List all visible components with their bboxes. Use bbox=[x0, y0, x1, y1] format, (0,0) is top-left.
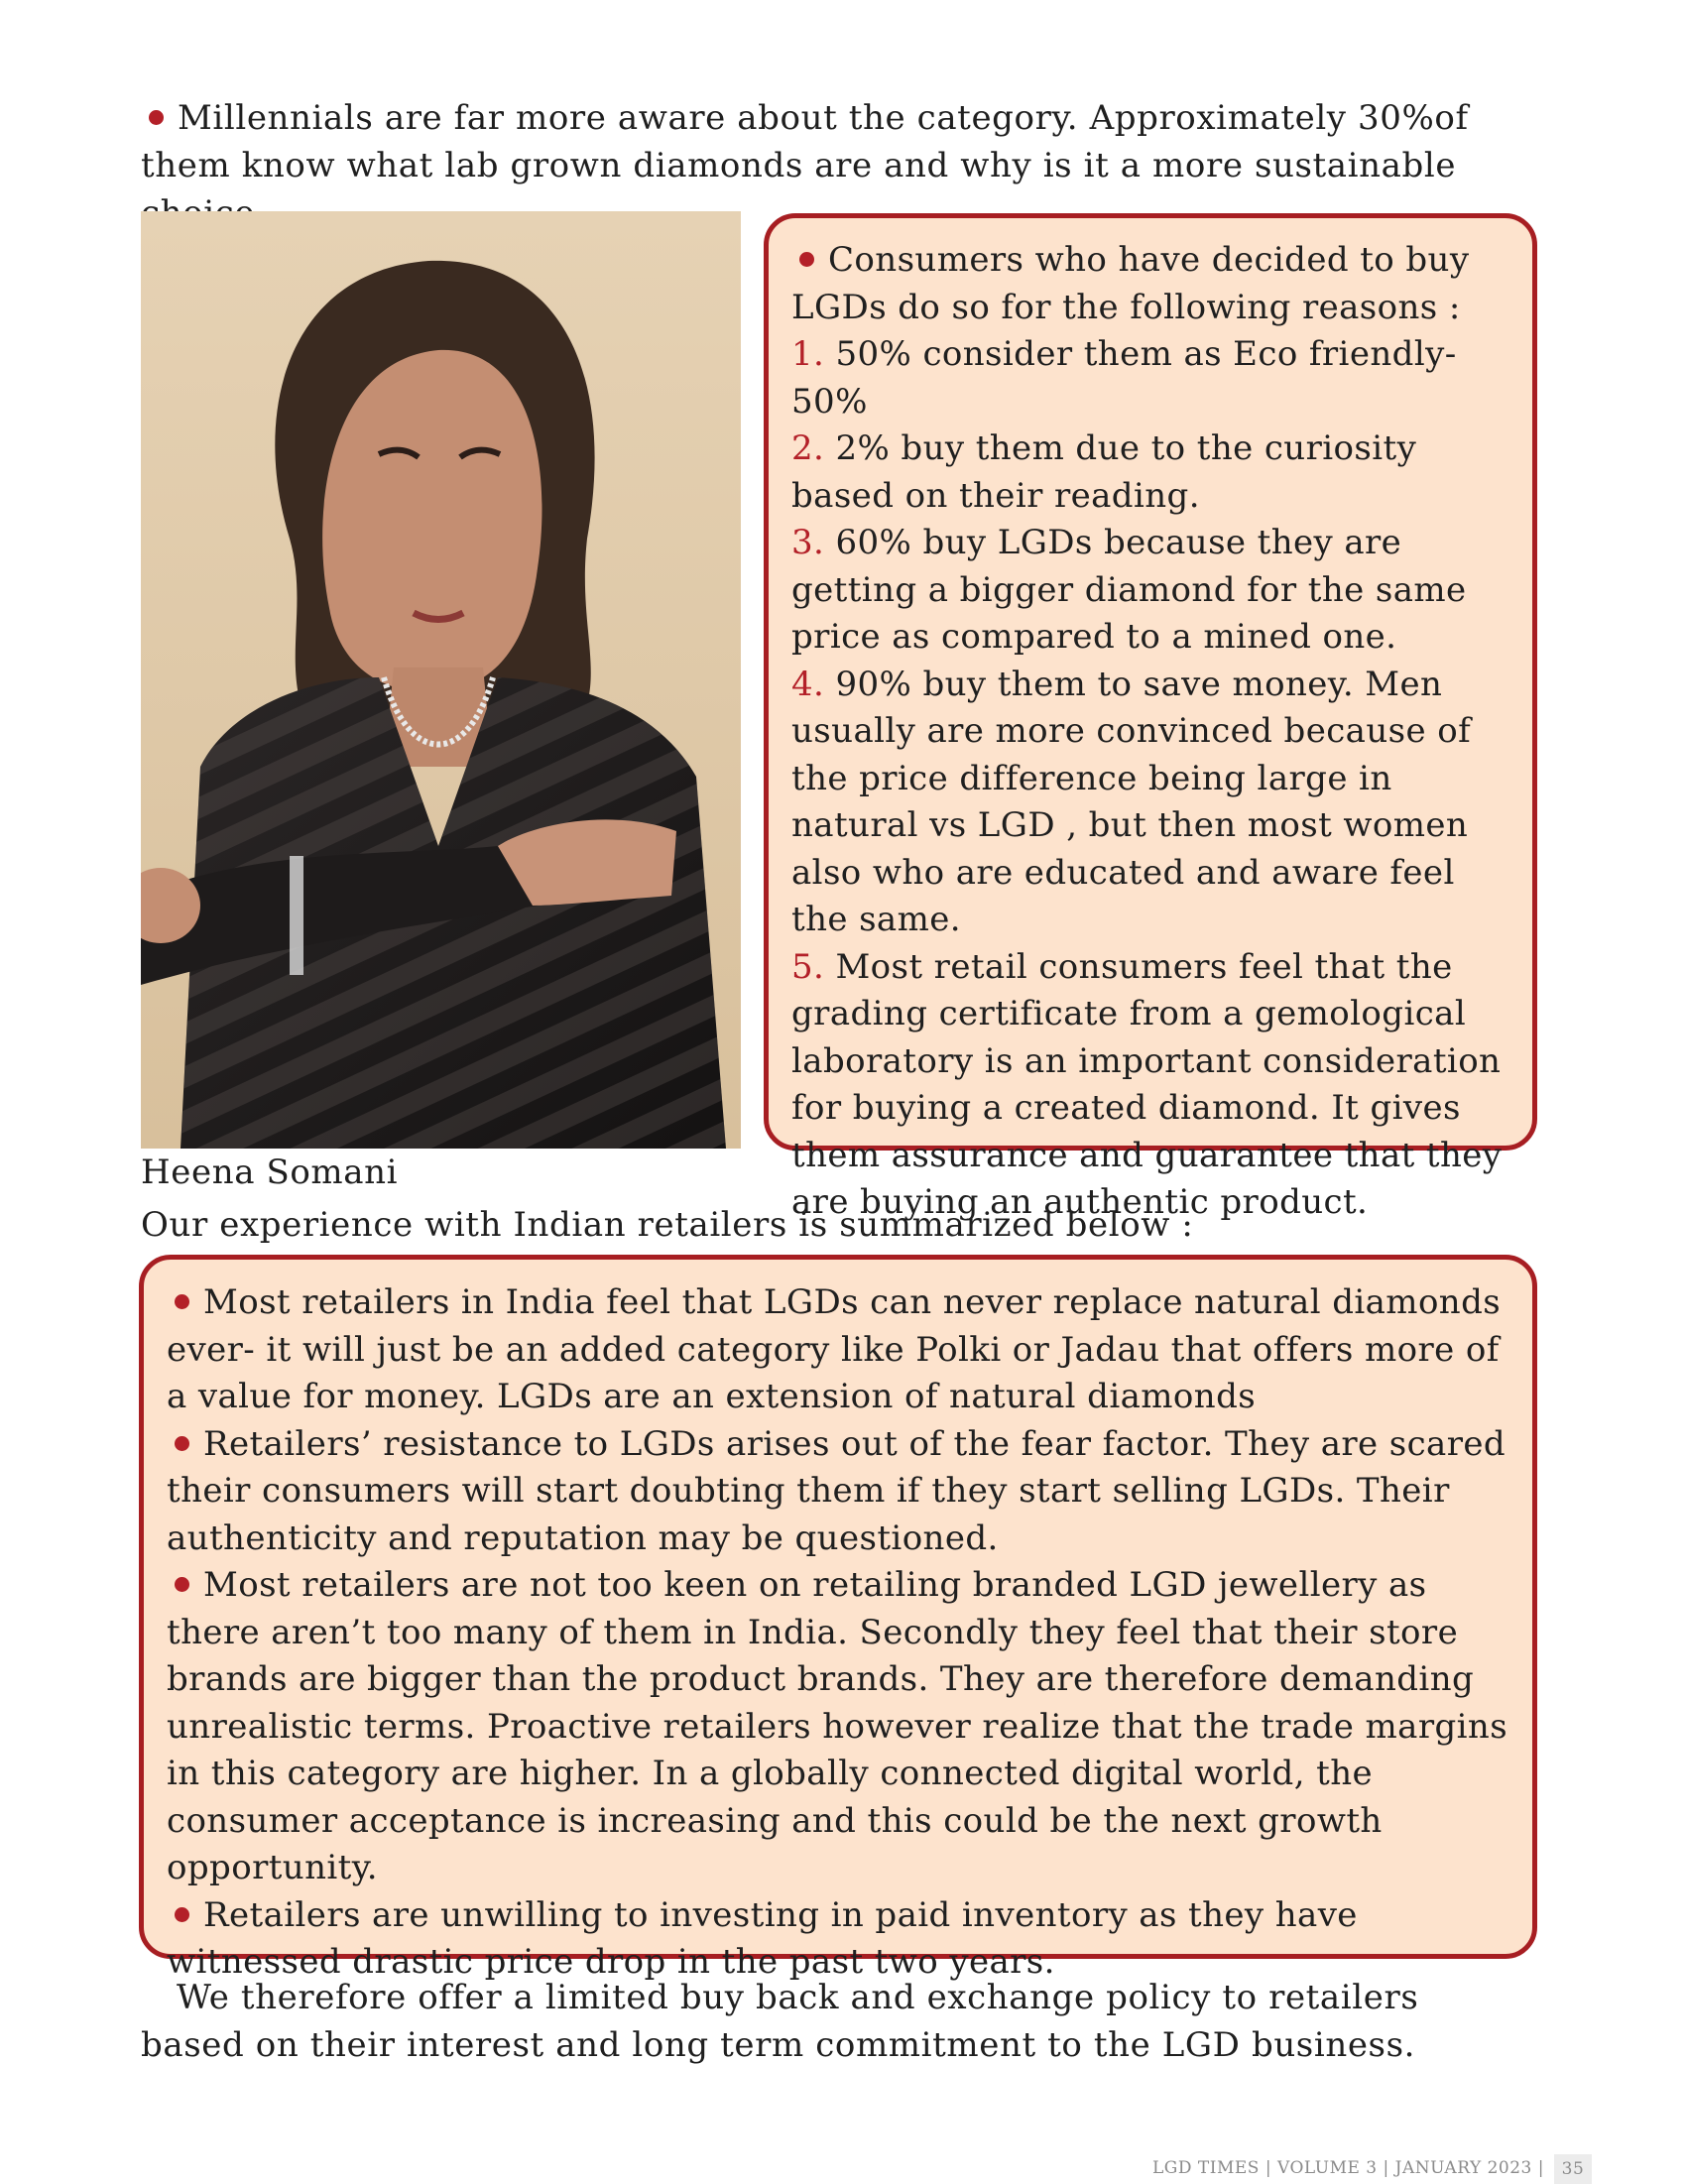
retailer-item bbox=[167, 1892, 1516, 1987]
closing-paragraph: We therefore offer a limited buy back and exchange policy to retailers based on their interest and long term commitment to the LGD business. bbox=[141, 1978, 1419, 2065]
reason-text: 60% buy LGDs because they are getting a bigger diamond for the same price as compared to a mined one. bbox=[791, 523, 1467, 657]
bullet-icon bbox=[799, 252, 814, 267]
consumer-lead-text: Consumers who have decided to buy LGDs do so for the following reasons : bbox=[791, 240, 1470, 327]
reason-number: 5. bbox=[791, 946, 825, 987]
consumer-lead-paragraph bbox=[791, 237, 1520, 331]
reason-text: Most retail consumers feel that the grading certificate from a gemological laboratory is an important consideration for buying a created diamond. It gives them assurance and guarantee that they are buying an authentic product. bbox=[791, 946, 1503, 1222]
retailer-item-text: Retailers’ resistance to LGDs arises out of the fear factor. They are scared their consumers will start doubting them if they start selling LGDs. Their authenticity and reputation may be questioned. bbox=[167, 1423, 1506, 1558]
reason-number: 2. bbox=[791, 428, 825, 468]
reason-item bbox=[791, 520, 1520, 662]
reason-text: 2% buy them due to the curiosity based on their reading. bbox=[791, 428, 1417, 516]
retailers-intro: Our experience with Indian retailers is summarized below : bbox=[141, 1205, 1194, 1245]
retailer-item-text: Most retailers in India feel that LGDs can never replace natural diamonds ever- it will just be an added category like Polki or Jadau that offers more of a value for money. LGDs are an extension of natural diamonds bbox=[167, 1282, 1502, 1416]
bullet-icon bbox=[175, 1294, 189, 1309]
retailer-item bbox=[167, 1421, 1516, 1563]
reason-text: 90% buy them to save money. Men usually are more convinced because of the price difference being large in natural vs LGD , but then most women also who are educated and aware feel the same. bbox=[791, 664, 1472, 939]
bullet-icon bbox=[175, 1577, 189, 1592]
reason-number: 1. bbox=[791, 334, 825, 374]
bullet-icon bbox=[175, 1907, 189, 1922]
retailer-experience-box bbox=[139, 1255, 1537, 1982]
intro-text: Millennials are far more aware about the category. Approximately 30%of them know what lab grown diamonds are and why is it a more sustainable bbox=[141, 98, 1469, 185]
reason-number: 3. bbox=[791, 523, 825, 562]
retailer-item-text: Most retailers are not too keen on retailing branded LGD jewellery as there aren’t too many of them in India. Secondly they feel that their store brands are bigger than the product brands. They are therefore demanding unrealistic terms. Proactive retailers however realize that the trade margins in this category are higher. In a globally connected digital world, the consumer acceptance is increasing and this could be the next growth opportunity. bbox=[167, 1565, 1508, 1887]
reason-item bbox=[791, 944, 1520, 1227]
consumer-reasons-box bbox=[764, 213, 1537, 1222]
reason-text: 50% consider them as Eco friendly- 50% bbox=[791, 334, 1457, 422]
retailer-item bbox=[167, 1562, 1516, 1892]
bullet-icon bbox=[175, 1436, 189, 1451]
footer-meta: LGD TIMES | VOLUME 3 | JANUARY 2023 | bbox=[1152, 2158, 1544, 2178]
retailer-item bbox=[167, 1279, 1516, 1421]
photo-caption: Heena Somani bbox=[141, 1153, 399, 1192]
page-footer bbox=[1041, 2154, 1592, 2184]
portrait-photo bbox=[141, 211, 741, 1149]
page-number: 35 bbox=[1554, 2154, 1592, 2184]
reason-item bbox=[791, 662, 1520, 944]
reason-item bbox=[791, 425, 1520, 520]
reason-number: 4. bbox=[791, 664, 825, 704]
reason-item bbox=[791, 331, 1520, 425]
bullet-icon bbox=[149, 110, 164, 125]
retailer-item-text: Retailers are unwilling to investing in paid inventory as they have witnessed drastic price drop in the past two years. bbox=[167, 1894, 1358, 1982]
